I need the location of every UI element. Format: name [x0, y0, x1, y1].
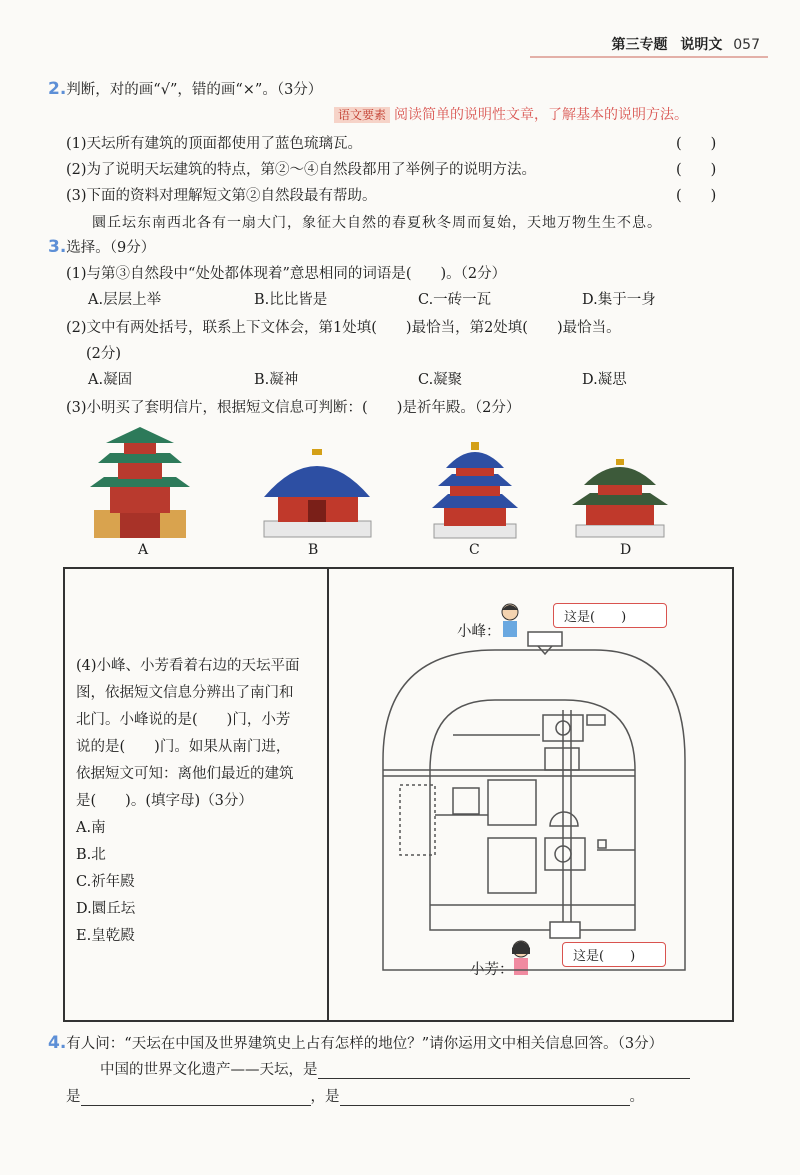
- sub4-line: 说的是( )门。如果从南门进，: [76, 739, 291, 755]
- building-d-image[interactable]: [570, 455, 670, 540]
- q2-heading: [48, 78, 322, 99]
- q4-shi1: 是: [66, 1089, 81, 1105]
- q4-answer-line2: [66, 1085, 644, 1106]
- option[interactable]: C.凝聚: [418, 372, 463, 388]
- sub4-line: 北门。小峰说的是( )门，小芳: [76, 712, 291, 728]
- option[interactable]: B.比比皆是: [254, 292, 328, 308]
- q3-sub1: (1)与第③自然段中“处处都体现着”意思相同的词语是( )。（2分）: [66, 266, 507, 282]
- option[interactable]: A.南: [76, 820, 106, 836]
- option[interactable]: A.层层上举: [88, 292, 162, 308]
- header-underline: [530, 56, 768, 58]
- page-number: 057: [733, 37, 760, 53]
- answer-paren[interactable]: ( ): [676, 162, 717, 178]
- q3-sub4: [76, 653, 300, 950]
- q4-shi2: ，是: [310, 1089, 340, 1105]
- option[interactable]: E.皇乾殿: [76, 928, 135, 944]
- temple-plan-map: [335, 600, 725, 1010]
- option[interactable]: B.凝神: [254, 372, 299, 388]
- sub4-line: 是( )。(填字母)（3分）: [76, 793, 253, 809]
- caption-a: A: [138, 542, 149, 558]
- option[interactable]: B.北: [76, 847, 106, 863]
- tag-label: 语文要素: [334, 107, 390, 123]
- answer-paren[interactable]: ( ): [676, 136, 717, 152]
- q2-number: 2.: [48, 79, 67, 99]
- q3-number: 3.: [48, 237, 67, 257]
- option[interactable]: C.祈年殿: [76, 874, 135, 890]
- caption-d: D: [620, 542, 632, 558]
- building-c-image[interactable]: [430, 440, 520, 540]
- answer-paren[interactable]: ( ): [676, 188, 717, 204]
- building-a-image[interactable]: [80, 425, 200, 540]
- q2-tag: [334, 104, 688, 124]
- q2-item-2: (2)为了说明天坛建筑的特点，第②～④自然段都用了举例子的说明方法。: [66, 162, 537, 178]
- header-type: 说明文: [680, 37, 723, 53]
- q2-item-3: (3)下面的资料对理解短文第②自然段最有帮助。: [66, 188, 377, 204]
- q3-sub3: (3)小明买了套明信片，根据短文信息可判断：( )是祈年殿。（2分）: [66, 400, 521, 416]
- answer-blank[interactable]: [340, 1091, 630, 1106]
- q2-item-1: (1)天坛所有建筑的顶面都使用了蓝色琉璃瓦。: [66, 136, 363, 152]
- xiaofang-label: 小芳：: [470, 962, 514, 978]
- option[interactable]: D.圜丘坛: [76, 901, 136, 917]
- sub4-line: 依据短文可知：离他们最近的建筑: [76, 766, 294, 782]
- caption-c: C: [469, 542, 480, 558]
- q3-sub2-points: (2分): [86, 346, 122, 362]
- xiaofeng-label: 小峰：: [457, 624, 501, 640]
- box-divider: [327, 569, 329, 1020]
- sub4-line: (4)小峰、小芳看着右边的天坛平面: [76, 658, 300, 674]
- option[interactable]: C.一砖一瓦: [418, 292, 492, 308]
- page-header: [612, 34, 760, 54]
- q3-sub2: (2)文中有两处括号，联系上下文体会，第1处填( )最恰当，第2处填( )最恰当。: [66, 320, 621, 336]
- header-section: 第三专题: [611, 37, 668, 53]
- answer-blank[interactable]: [81, 1091, 311, 1106]
- q4-start: 中国的世界文化遗产——天坛，是: [100, 1062, 318, 1078]
- q2-prompt: 判断，对的画“√”，错的画“×”。（3分）: [66, 82, 323, 98]
- option[interactable]: D.凝思: [582, 372, 627, 388]
- q4-answer-line1: [100, 1058, 690, 1079]
- tag-text: 阅读简单的说明性文章，了解基本的说明方法。: [394, 107, 689, 123]
- caption-b: B: [308, 542, 319, 558]
- option[interactable]: A.凝固: [88, 372, 133, 388]
- q4-end: 。: [629, 1089, 644, 1105]
- q4-heading: [48, 1032, 663, 1053]
- sub4-line: 图，依据短文信息分辨出了南门和: [76, 685, 294, 701]
- xiaofeng-bubble[interactable]: 这是( ): [553, 603, 667, 628]
- answer-blank[interactable]: [318, 1064, 690, 1079]
- xiaofang-bubble[interactable]: 这是( ): [562, 942, 666, 967]
- q3-prompt: 选择。（9分）: [66, 240, 156, 256]
- q2-material: 圜丘坛东南西北各有一扇大门，象征大自然的春夏秋冬周而复始，天地万物生生不息。: [92, 215, 662, 231]
- option[interactable]: D.集于一身: [582, 292, 656, 308]
- q4-prompt: 有人问：“天坛在中国及世界建筑史上占有怎样的地位？”请你运用文中相关信息回答。（3分）: [66, 1036, 664, 1052]
- q4-number: 4.: [48, 1033, 67, 1053]
- q3-heading: [48, 236, 155, 257]
- building-b-image[interactable]: [260, 445, 375, 540]
